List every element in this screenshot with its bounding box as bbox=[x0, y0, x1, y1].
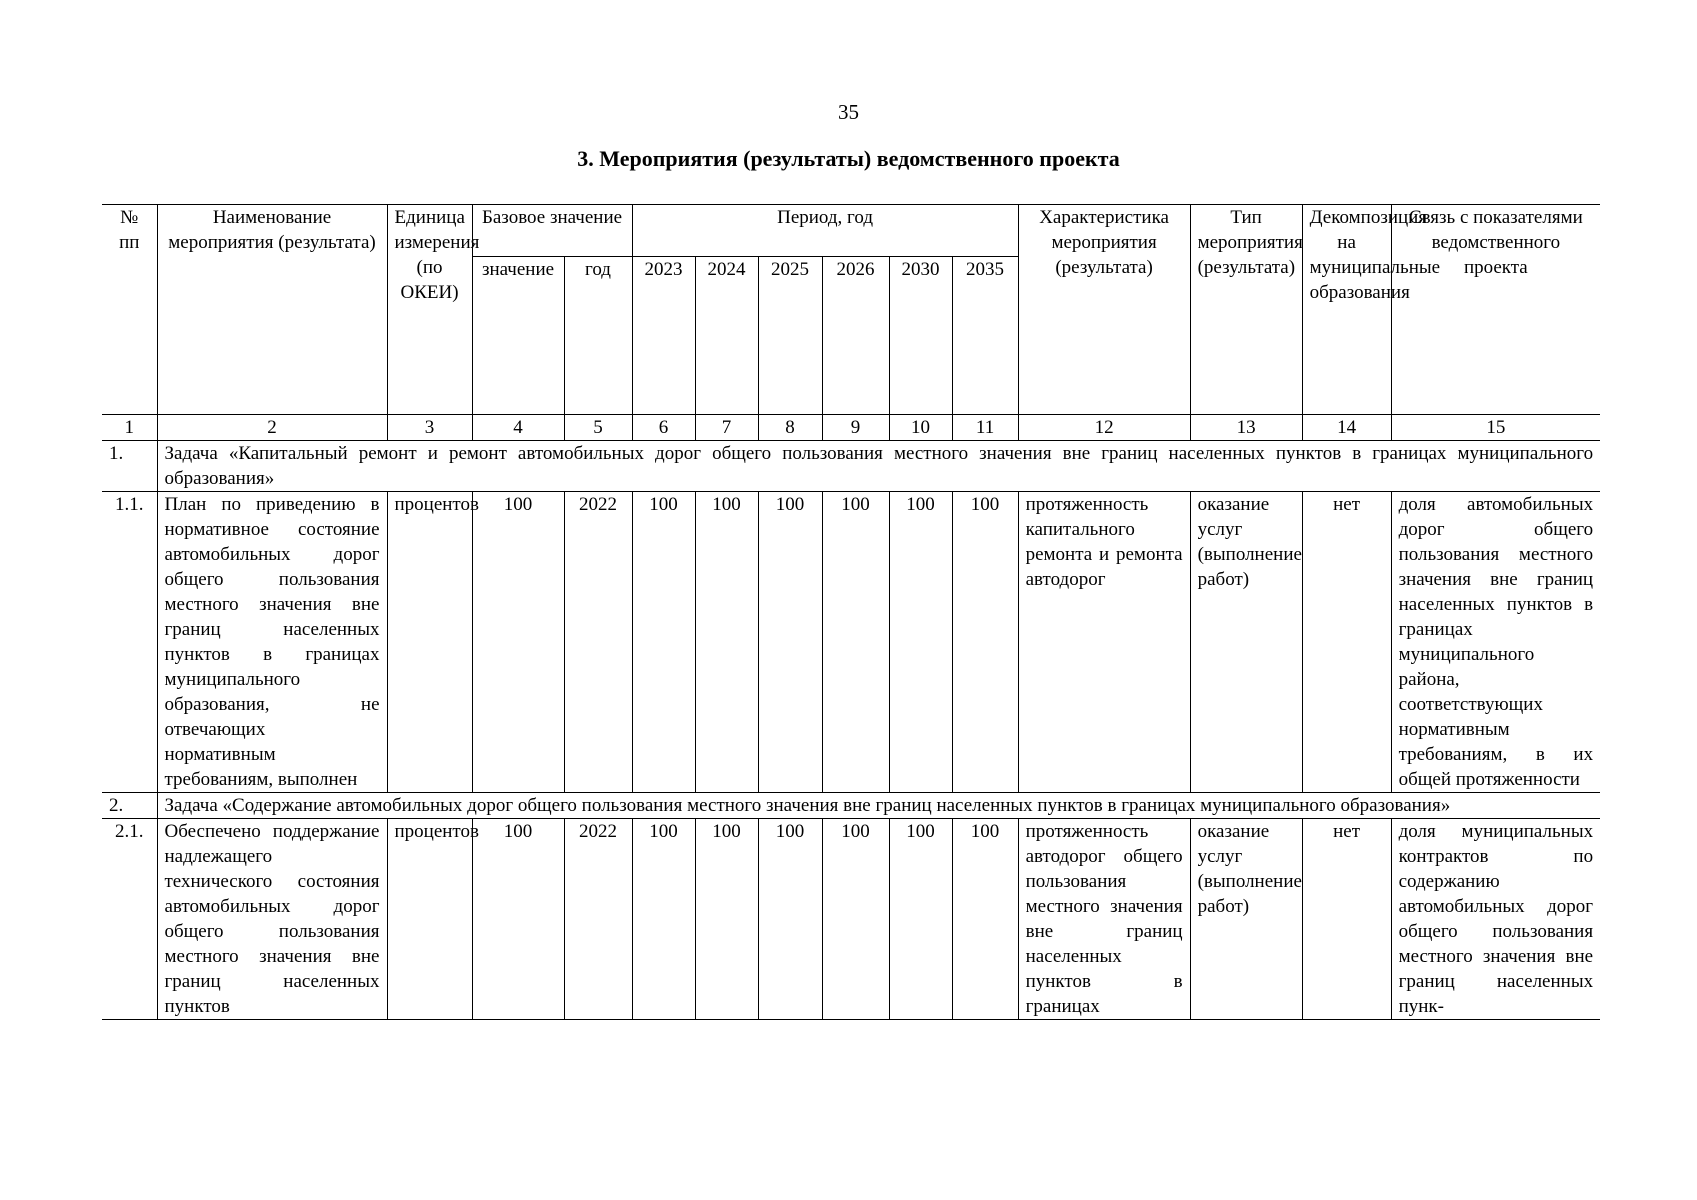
item-name: Обеспечено поддержание надлежащего технического состояния автомобильных дорог общего пользования местного значения вне границ населенных пунктов bbox=[157, 819, 387, 1020]
header-period: Период, год bbox=[632, 205, 1018, 257]
column-number: 3 bbox=[387, 415, 472, 441]
column-number: 6 bbox=[632, 415, 695, 441]
header-year-2023: 2023 bbox=[632, 257, 695, 415]
column-number: 2 bbox=[157, 415, 387, 441]
task-num: 2. bbox=[102, 793, 157, 819]
item-year-value: 100 bbox=[952, 819, 1018, 1020]
task-row bbox=[102, 793, 1600, 819]
item-base-value: 100 bbox=[472, 819, 564, 1020]
item-characteristic: протяженность автодорог общего пользования местного значения вне границ населенных пунктов в границах bbox=[1018, 819, 1190, 1020]
column-number: 7 bbox=[695, 415, 758, 441]
column-number: 4 bbox=[472, 415, 564, 441]
column-number: 5 bbox=[564, 415, 632, 441]
item-characteristic: протяженность капитального ремонта и ремонта автодорог bbox=[1018, 492, 1190, 793]
item-year-value: 100 bbox=[632, 492, 695, 793]
item-unit: процентов bbox=[387, 492, 472, 793]
column-number: 1 bbox=[102, 415, 157, 441]
item-year-value: 100 bbox=[822, 819, 889, 1020]
header-row-1 bbox=[102, 205, 1600, 257]
item-year-value: 100 bbox=[695, 819, 758, 1020]
header-year-2030: 2030 bbox=[889, 257, 952, 415]
task-num: 1. bbox=[102, 441, 157, 492]
column-number: 10 bbox=[889, 415, 952, 441]
item-num: 1.1. bbox=[102, 492, 157, 793]
column-number: 15 bbox=[1391, 415, 1600, 441]
item-unit: процентов bbox=[387, 819, 472, 1020]
header-link: Связь с показателями ведомственного проекта bbox=[1391, 205, 1600, 415]
header-base-year: год bbox=[564, 257, 632, 415]
page-number: 35 bbox=[838, 100, 859, 124]
column-number: 12 bbox=[1018, 415, 1190, 441]
column-number: 14 bbox=[1302, 415, 1391, 441]
header-num: № пп bbox=[102, 205, 157, 415]
item-decomposition: нет bbox=[1302, 819, 1391, 1020]
item-year-value: 100 bbox=[695, 492, 758, 793]
item-year-value: 100 bbox=[889, 819, 952, 1020]
section-title: 3. Мероприятия (результаты) ведомственного проекта bbox=[577, 146, 1120, 171]
header-year-2024: 2024 bbox=[695, 257, 758, 415]
header-base-value: значение bbox=[472, 257, 564, 415]
column-number: 8 bbox=[758, 415, 822, 441]
item-year-value: 100 bbox=[952, 492, 1018, 793]
item-base-value: 100 bbox=[472, 492, 564, 793]
task-text: Задача «Капитальный ремонт и ремонт автомобильных дорог общего пользования местного значения вне границ населенных пунктов в границах муниципального образования» bbox=[157, 441, 1600, 492]
header-year-2035: 2035 bbox=[952, 257, 1018, 415]
item-num: 2.1. bbox=[102, 819, 157, 1020]
column-number: 11 bbox=[952, 415, 1018, 441]
item-year-value: 100 bbox=[889, 492, 952, 793]
item-link: доля муниципальных контрактов по содержанию автомобильных дорог общего пользования местного значения вне границ населенных пунк- bbox=[1391, 819, 1600, 1020]
header-base: Базовое значение bbox=[472, 205, 632, 257]
header-name: Наименование мероприятия (результата) bbox=[157, 205, 387, 415]
column-number: 13 bbox=[1190, 415, 1302, 441]
table-row bbox=[102, 819, 1600, 1020]
item-base-year: 2022 bbox=[564, 492, 632, 793]
header-unit: Единица измерения (по ОКЕИ) bbox=[387, 205, 472, 415]
header-characteristic: Характеристика мероприятия (результата) bbox=[1018, 205, 1190, 415]
task-text: Задача «Содержание автомобильных дорог общего пользования местного значения вне границ населенных пунктов в границах муниципального образования» bbox=[157, 793, 1600, 819]
item-year-value: 100 bbox=[632, 819, 695, 1020]
item-decomposition: нет bbox=[1302, 492, 1391, 793]
header-year-2025: 2025 bbox=[758, 257, 822, 415]
item-type: оказание услуг (выполнение работ) bbox=[1190, 492, 1302, 793]
header-decomposition: Декомпозиция на муниципальные образования bbox=[1302, 205, 1391, 415]
item-type: оказание услуг (выполнение работ) bbox=[1190, 819, 1302, 1020]
item-link: доля автомобильных дорог общего пользования местного значения вне границ населенных пунктов в границах муниципального района, соответствующих нормативным требованиям, в их общей протяженности bbox=[1391, 492, 1600, 793]
column-number: 9 bbox=[822, 415, 889, 441]
item-year-value: 100 bbox=[758, 819, 822, 1020]
column-numbers-row bbox=[102, 415, 1600, 441]
table-row bbox=[102, 492, 1600, 793]
activities-table bbox=[102, 204, 1600, 1020]
item-name: План по приведению в нормативное состояние автомобильных дорог общего пользования местного значения вне границ населенных пунктов в границах муниципального образования, не отвечающих нормативным требованиям, выполнен bbox=[157, 492, 387, 793]
item-year-value: 100 bbox=[822, 492, 889, 793]
task-row bbox=[102, 441, 1600, 492]
item-base-year: 2022 bbox=[564, 819, 632, 1020]
header-type: Тип мероприятия (результата) bbox=[1190, 205, 1302, 415]
header-year-2026: 2026 bbox=[822, 257, 889, 415]
item-year-value: 100 bbox=[758, 492, 822, 793]
